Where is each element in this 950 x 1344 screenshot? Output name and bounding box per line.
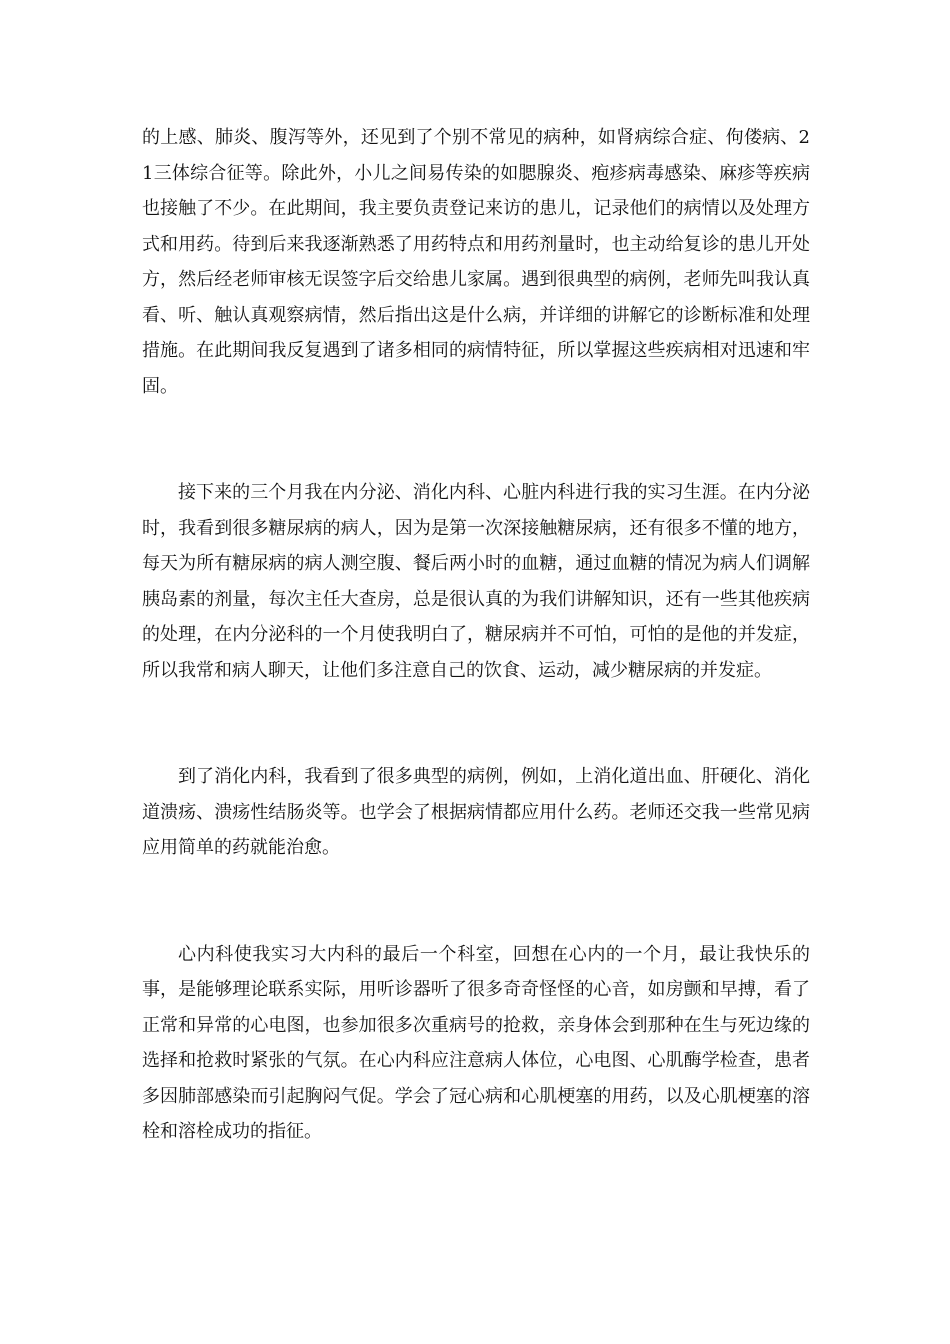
paragraph-pediatrics-continued: 的上感、肺炎、腹泻等外，还见到了个别不常见的病种，如肾病综合症、佝偻病、21三体综合征等。除此外，小儿之间易传染的如腮腺炎、疱疹病毒感染、麻疹等疾病也接触了不少。在此期间，我主要负责登记来访的患儿，记录他们的病情以及处理方式和用药。待到后来我逐渐熟悉了用药特点和用药剂量时，也主动给复诊的患儿开处方，然后经老师审核无误签字后交给患儿家属。遇到很典型的病例，老师先叫我认真看、听、触认真观察病情，然后指出这是什么病，并详细的讲解它的诊断标准和处理措施。在此期间我反复遇到了诸多相同的病情特征，所以掌握这些疾病相对迅速和牢固。 (142, 127, 810, 397)
paragraph-spacer (142, 866, 810, 937)
paragraph-spacer (142, 688, 810, 759)
paragraph-endocrinology: 接下来的三个月我在内分泌、消化内科、心脏内科进行我的实习生涯。在内分泌时，我看到很多糖尿病的病人，因为是第一次深接触糖尿病，还有很多不懂的地方，每天为所有糖尿病的病人测空腹、餐后两小时的血糖，通过血糖的情况为病人们调解胰岛素的剂量，每次主任大查房，总是很认真的为我们讲解知识，还有一些其他疾病的处理，在内分泌科的一个月使我明白了，糖尿病并不可怕，可怕的是他的并发症，所以我常和病人聊天，让他们多注意自己的饮食、运动，减少糖尿病的并发症。 (142, 482, 810, 681)
paragraph-cardiology: 心内科使我实习大内科的最后一个科室，回想在心内的一个月，最让我快乐的事，是能够理论联系实际，用听诊器听了很多奇奇怪怪的心音，如房颤和早搏，看了正常和异常的心电图，也参加很多次重病号的抢救，亲身体会到那种在生与死边缘的选择和抢救时紧张的气氛。在心内科应注意病人体位，心电图、心肌酶学检查，患者多因肺部感染而引起胸闷气促。学会了冠心病和心肌梗塞的用药，以及心肌梗塞的溶栓和溶栓成功的指征。 (142, 943, 810, 1142)
document-body (142, 120, 810, 1150)
paragraph-spacer (142, 404, 810, 475)
paragraph-gastroenterology: 到了消化内科，我看到了很多典型的病例，例如，上消化道出血、肝硬化、消化道溃疡、溃疡性结肠炎等。也学会了根据病情都应用什么药。老师还交我一些常见病应用简单的药就能治愈。 (142, 766, 810, 858)
